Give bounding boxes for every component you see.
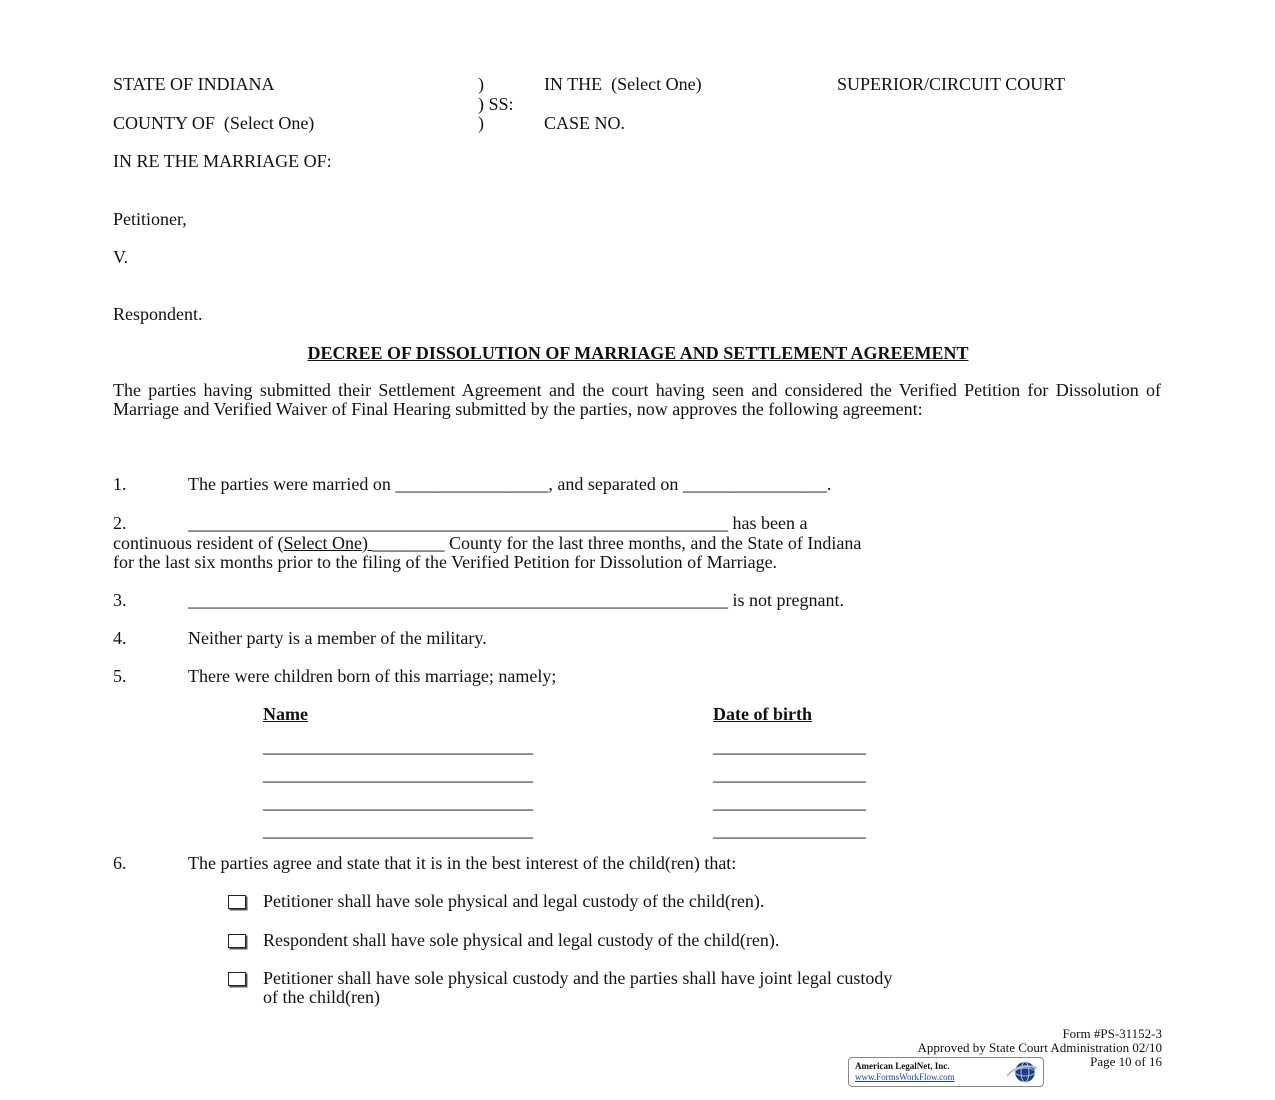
- residence-county-select[interactable]: (Select One): [277, 533, 373, 553]
- item-2-number: 2.: [113, 513, 127, 533]
- document-title: DECREE OF DISSOLUTION OF MARRIAGE AND SETTLEMENT AGREEMENT: [307, 343, 969, 363]
- child-name-field[interactable]: ______________________________: [263, 820, 533, 840]
- residence-county-blank[interactable]: ________: [372, 533, 445, 553]
- versus-label: V.: [113, 247, 129, 267]
- item-3-pregnancy-statement[interactable]: ____________________________________________________________ is not pregnant.: [188, 590, 844, 610]
- court-select-field[interactable]: IN THE (Select One): [544, 74, 702, 94]
- globe-icon: [1003, 1060, 1041, 1084]
- child-dob-field[interactable]: _________________: [713, 764, 866, 784]
- respondent-sole-custody-label: Respondent shall have sole physical and legal custody of the child(ren).: [263, 930, 780, 950]
- petitioner-sole-custody-label: Petitioner shall have sole physical and legal custody of the child(ren).: [263, 891, 765, 911]
- item-3-number: 3.: [113, 590, 127, 610]
- court-type-label: SUPERIOR/CIRCUIT COURT: [837, 74, 1066, 94]
- county-select-field[interactable]: COUNTY OF (Select One): [113, 113, 315, 133]
- page-number: Page 10 of 16: [1090, 1054, 1162, 1069]
- publisher-logo: [848, 1057, 1044, 1087]
- item-1-marriage-dates[interactable]: The parties were married on _________________, and separated on ________________.: [188, 474, 832, 494]
- item-4-number: 4.: [113, 628, 127, 648]
- item-2-residency-prefix: continuous resident of: [113, 533, 278, 553]
- form-number: Form #PS-31152-3: [1062, 1026, 1162, 1041]
- children-name-header: Name: [263, 704, 308, 724]
- intro-paragraph: The parties having submitted their Settlement Agreement and the court having seen and considered the Verified Petition for Dissolution of Marriage and Verified Waiver of Final Hearing submitted by the parties, now approves the following agreement:: [113, 380, 1161, 419]
- publisher-url[interactable]: www.FormsWorkFlow.com: [855, 1072, 955, 1082]
- child-name-field[interactable]: ______________________________: [263, 736, 533, 756]
- joint-legal-custody-checkbox[interactable]: [228, 972, 246, 986]
- state-label: STATE OF INDIANA: [113, 74, 275, 94]
- children-dob-header: Date of birth: [713, 704, 812, 724]
- item-1-number: 1.: [113, 474, 127, 494]
- paren-1: ): [478, 74, 484, 94]
- petitioner-sole-custody-checkbox[interactable]: [228, 895, 246, 909]
- child-dob-field[interactable]: _________________: [713, 736, 866, 756]
- item-2-residency-suffix: County for the last three months, and the State of Indiana: [444, 533, 862, 553]
- item-5-children-statement: There were children born of this marriage; namely;: [188, 666, 557, 686]
- joint-legal-custody-label: Petitioner shall have sole physical custody and the parties shall have joint legal custody: [263, 968, 893, 988]
- case-number-field[interactable]: CASE NO.: [544, 113, 626, 133]
- ss-label: ) SS:: [478, 94, 514, 114]
- child-dob-field[interactable]: _________________: [713, 792, 866, 812]
- paren-3: ): [478, 113, 484, 133]
- approval-note: Approved by State Court Administration 02/10: [917, 1040, 1162, 1055]
- item-2-residency-line: [113, 533, 861, 553]
- joint-legal-custody-label-cont: of the child(ren): [263, 987, 380, 1007]
- publisher-name: American LegalNet, Inc.: [855, 1061, 950, 1071]
- in-re-marriage-label: IN RE THE MARRIAGE OF:: [113, 151, 332, 171]
- child-dob-field[interactable]: _________________: [713, 820, 866, 840]
- item-2-residency-end: for the last six months prior to the filing of the Verified Petition for Dissolution of Marriage.: [113, 552, 778, 572]
- item-6-number: 6.: [113, 853, 127, 873]
- petitioner-label: Petitioner,: [113, 209, 187, 229]
- respondent-label: Respondent.: [113, 304, 203, 324]
- item-5-number: 5.: [113, 666, 127, 686]
- respondent-sole-custody-checkbox[interactable]: [228, 934, 246, 948]
- child-name-field[interactable]: ______________________________: [263, 792, 533, 812]
- child-name-field[interactable]: ______________________________: [263, 764, 533, 784]
- item-6-custody-statement: The parties agree and state that it is in the best interest of the child(ren) that:: [188, 853, 737, 873]
- item-2-resident-name[interactable]: ____________________________________________________________ has been a: [188, 513, 808, 533]
- item-4-military-statement: Neither party is a member of the military.: [188, 628, 487, 648]
